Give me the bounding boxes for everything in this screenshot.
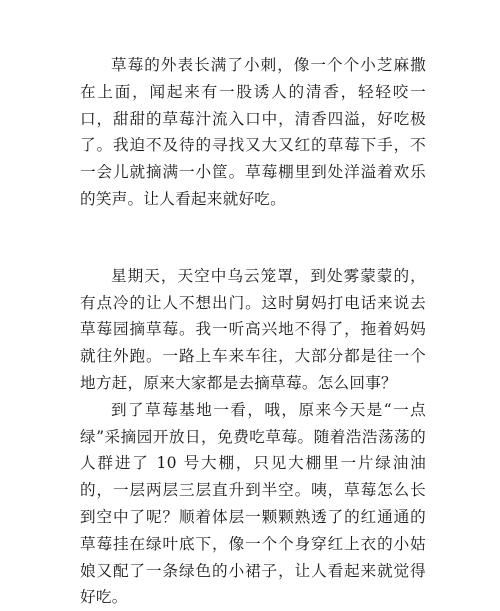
paragraph-strawberry-appearance: 草莓的外表长满了小刺，像一个个小芝麻撒在上面，闻起来有一股诱人的清香，轻轻咬一口，甜甜的草莓汁流入口中，清香四溢，好吃极了。我迫不及待的寻找又大又红的草莓下手，不一会儿就摘满一小筐。草莓棚里到处洋溢着欢乐的笑声。让人看起来就好吃。 — [80, 56, 426, 208]
paragraph-sunday-trip: 星期天，天空中乌云笼罩，到处雾蒙蒙的，有点冷的让人不想出门。这时舅妈打电话来说去草莓园摘草莓。我一听高兴地不得了，拖着妈妈就往外跑。一路上车来车往，大部分都是往一个地方赶，原来大家都是去摘草莓。怎么回事？ — [80, 266, 426, 392]
paragraph-gap — [80, 213, 426, 263]
paragraph-greenhouse: 到了草莓基地一看，哦，原来今天是“一点绿”采摘园开放日，免费吃草莓。随着浩浩荡荡的人群进了 10 号大棚，只见大棚里一片绿油油的，一层两层三层直升到半空。咦，草莓怎么长到空中了呢？顺着体层一颗颗熟透了的红通通的草莓挂在绿叶底下，像一个个身穿红上衣的小姑娘又配了一条绿色的小裙子，让人看起来就觉得好吃。 — [80, 400, 426, 607]
document-body — [80, 52, 426, 611]
